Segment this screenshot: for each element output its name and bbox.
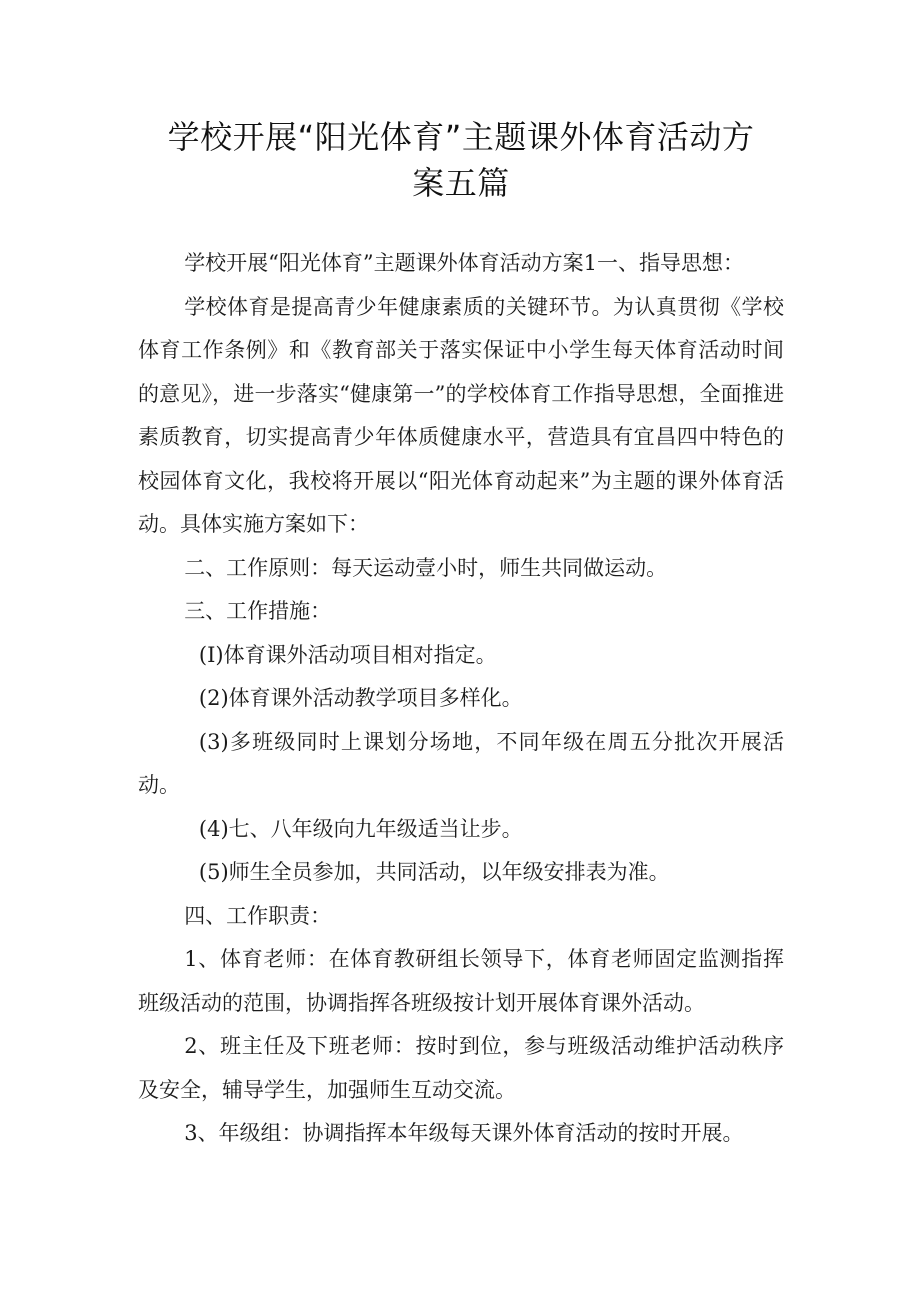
measure-item-1: (I)体育课外活动项目相对指定。: [198, 642, 497, 667]
paragraph-duties-heading: 四、工作职责：: [184, 903, 332, 928]
paragraph-intro-heading: 学校开展“阳光体育”主题课外体育活动方案1一、指导思想：: [184, 251, 745, 275]
title-line-1: 学校开展“阳光体育”主题课外体育活动方: [167, 118, 755, 156]
measure-item-4: (4)七、八年级向九年级适当让步。: [198, 816, 523, 841]
measure-item-5: (5)师生全员参加，共同活动，以年级安排表为准。: [198, 860, 670, 884]
measure-item-3: (3)多班级同时上课划分场地，不同年级在周五分批次开展活动。: [138, 729, 784, 797]
duty-item-head-teacher: 2、班主任及下班老师：按时到位，参与班级活动维护活动秩序及安全，辅导学生，加强师生互动交流。: [138, 1034, 784, 1102]
measure-item-2: (2)体育课外活动教学项目多样化。: [198, 686, 523, 710]
title-line-2: 案五篇: [412, 164, 510, 202]
duty-item-pe-teacher: 1、体育老师：在体育教研组长领导下，体育老师固定监测指挥班级活动的范围，协调指挥各班级按计划开展体育课外活动。: [138, 947, 784, 1015]
document-body: [138, 242, 784, 1156]
document-title: [138, 114, 784, 206]
paragraph-work-principle: 二、工作原则：每天运动壹小时，师生共同做运动。: [184, 555, 668, 580]
duty-item-grade-group: 3、年级组：协调指挥本年级每天课外体育活动的按时开展。: [184, 1121, 744, 1145]
paragraph-measures-heading: 三、工作措施：: [184, 599, 332, 623]
paragraph-guiding-ideology: 学校体育是提高青少年健康素质的关键环节。为认真贯彻《学校体育工作条例》和《教育部关于落实保证中小学生每天体育活动时间的意见》，进一步落实“健康第一”的学校体育工作指导思想，全面推进素质教育，切实提高青少年体质健康水平，营造具有宜昌四中特色的校园体育文化，我校将开展以“阳光体育动起来”为主题的课外体育活动。具体实施方案如下：: [138, 294, 784, 536]
